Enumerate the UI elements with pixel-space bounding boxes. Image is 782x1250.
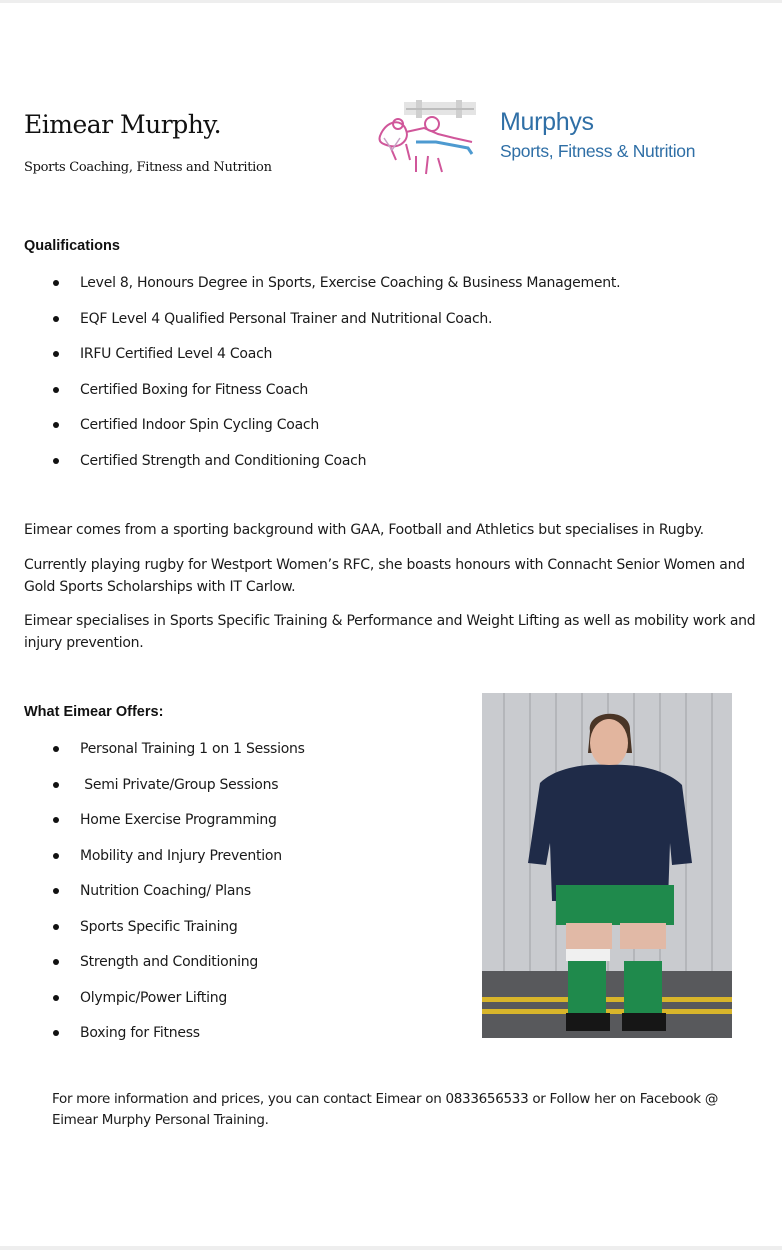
list-item — [0, 740, 305, 776]
list-item-text: Certified Strength and Conditioning Coach — [80, 452, 367, 469]
bullet-icon — [53, 924, 59, 930]
list-item-text: Certified Indoor Spin Cycling Coach — [80, 417, 319, 433]
logo-fitness-figures-graphic — [376, 98, 496, 180]
list-item-text: Olympic/Power Lifting — [80, 989, 228, 1006]
offers-list — [0, 740, 305, 1060]
bullet-icon — [53, 853, 59, 859]
list-item — [0, 310, 620, 346]
coach-photo — [482, 693, 732, 1038]
list-item — [0, 811, 305, 847]
list-item-text: Certified Boxing for Fitness Coach — [80, 381, 309, 398]
tagline: Sports Coaching, Fitness and Nutrition — [24, 160, 272, 175]
list-item — [0, 847, 305, 883]
list-item-text: Semi Private/Group Sessions — [80, 776, 279, 793]
contact-info: For more information and prices, you can contact Eimear on 0833656533 or Follow her on Facebook @ Eimear Murphy Personal Training. — [52, 1091, 719, 1128]
list-item-text: Nutrition Coaching/ Plans — [80, 883, 251, 899]
list-item — [0, 918, 305, 954]
bio-paragraph-rugby: Currently playing rugby for Westport Women’s RFC, she boasts honours with Connacht Senior Women and Gold Sports Scholarships with IT Carlow. — [24, 557, 745, 595]
bullet-icon — [53, 387, 59, 393]
list-item-text: IRFU Certified Level 4 Coach — [80, 346, 273, 362]
list-item — [0, 989, 305, 1025]
page-edge-bottom — [0, 1246, 782, 1250]
list-item — [0, 416, 620, 452]
bullet-icon — [53, 746, 59, 752]
coach-photo-illustration — [482, 693, 732, 1038]
qualifications-list — [0, 274, 620, 487]
list-item — [0, 776, 305, 812]
list-item — [0, 953, 305, 989]
bullet-icon — [53, 316, 59, 322]
list-item — [0, 345, 620, 381]
bullet-icon — [53, 817, 59, 823]
qualifications-heading: Qualifications — [24, 238, 120, 254]
list-item-text: Strength and Conditioning — [80, 954, 259, 970]
list-item-text: Personal Training 1 on 1 Sessions — [80, 741, 305, 757]
list-item — [0, 452, 620, 488]
bullet-icon — [53, 458, 59, 464]
logo-title: Murphys — [500, 108, 594, 136]
list-item-text: Boxing for Fitness — [80, 1025, 200, 1041]
page-title: Eimear Murphy. — [24, 110, 222, 139]
brand-logo — [376, 98, 721, 180]
bullet-icon — [53, 959, 59, 965]
bullet-icon — [53, 280, 59, 286]
list-item — [0, 882, 305, 918]
list-item-text: EQF Level 4 Qualified Personal Trainer and Nutritional Coach. — [80, 310, 493, 327]
list-item-text: Level 8, Honours Degree in Sports, Exercise Coaching & Business Management. — [80, 275, 621, 291]
list-item-text: Sports Specific Training — [80, 918, 238, 935]
bullet-icon — [53, 888, 59, 894]
bullet-icon — [53, 351, 59, 357]
list-item — [0, 1024, 305, 1060]
bio-paragraph-specialisms: Eimear specialises in Sports Specific Training & Performance and Weight Lifting as well as mobility work and injury prevention. — [24, 613, 756, 651]
bullet-icon — [53, 782, 59, 788]
page-edge-top — [0, 0, 782, 3]
bio-paragraph-background: Eimear comes from a sporting background with GAA, Football and Athletics but specialises in Rugby. — [24, 522, 704, 538]
bullet-icon — [53, 422, 59, 428]
list-item-text: Home Exercise Programming — [80, 812, 277, 828]
bullet-icon — [53, 995, 59, 1001]
offers-heading: What Eimear Offers: — [24, 704, 164, 720]
bullet-icon — [53, 1030, 59, 1036]
logo-subtitle: Sports, Fitness & Nutrition — [500, 141, 696, 161]
list-item-text: Mobility and Injury Prevention — [80, 847, 282, 864]
list-item — [0, 381, 620, 417]
list-item — [0, 274, 620, 310]
